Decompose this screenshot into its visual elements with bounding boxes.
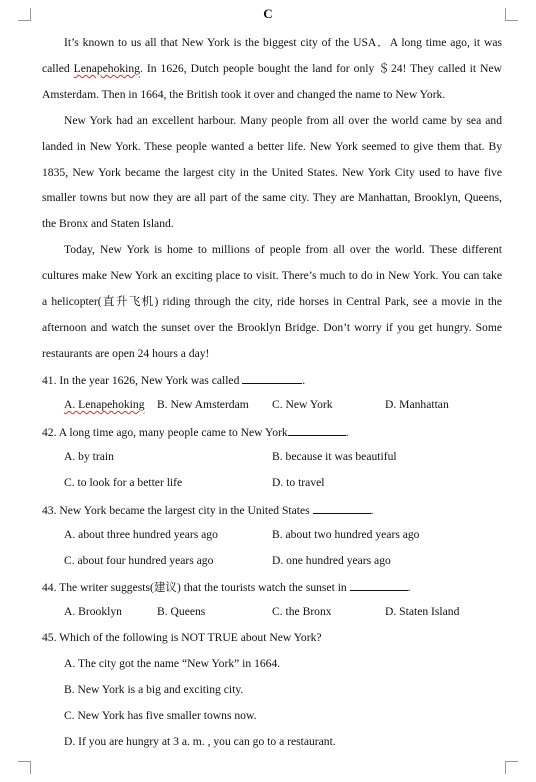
question-stem: 43. New York became the largest city in the United States <box>42 504 310 517</box>
question-end: . <box>345 426 349 439</box>
option-b[interactable]: B. Queens <box>157 605 206 618</box>
answer-blank <box>313 501 371 514</box>
option-d[interactable]: D. to travel <box>272 476 325 489</box>
option-a[interactable]: A. Brooklyn <box>64 605 122 618</box>
question-stem: 41. In the year 1626, New York was called <box>42 374 240 387</box>
question-stem: 44. The writer suggests(建议) that the tourists watch the sunset in <box>42 581 347 594</box>
question-stem: 45. Which of the following is NOT TRUE about New York? <box>42 631 322 644</box>
option-c[interactable]: C. New York <box>272 398 333 411</box>
question-end: . <box>370 504 374 517</box>
paragraph-text: It’s known to us all that New York is the biggest city of the USA．A long time ago, it was called <box>42 36 502 75</box>
section-title: C <box>263 6 273 21</box>
answer-blank <box>350 578 408 591</box>
option-c[interactable]: C. New York has five smaller towns now. <box>64 709 257 722</box>
paragraph-text: . In 1626, Dutch people bought the land for only ＄24! They called it New Amsterdam. Then in 1664, the British took it over and changed the name to New York. <box>42 61 502 101</box>
question-41 <box>42 371 512 389</box>
option-a[interactable] <box>64 397 145 413</box>
reading-passage <box>42 30 502 367</box>
question-stem: 42. A long time ago, many people came to New York <box>42 426 288 439</box>
option-c[interactable]: C. about four hundred years ago <box>64 554 214 567</box>
question-44 <box>42 578 512 596</box>
page-corner-mark <box>18 761 31 774</box>
option-d[interactable]: D. Manhattan <box>385 398 449 411</box>
question-43 <box>42 501 512 519</box>
question-end: . <box>407 581 411 594</box>
option-b[interactable]: B. about two hundred years ago <box>272 528 420 541</box>
option-b[interactable]: B. because it was beautiful <box>272 450 397 463</box>
question-end: . <box>302 374 306 387</box>
passage-paragraph-3: Today, New York is home to millions of people from all over the world. These different cultures make New York an exciting place to visit. There’s much to do in New York. You can take a helicopter(直升飞机) riding through the city, ride horses in Central Park, see a movie in the afternoon and watch the sunset over the Brooklyn Bridge. Don’t worry if you get hungry. Some restaurants are open 24 hours a day! <box>42 243 502 360</box>
option-a[interactable]: A. The city got the name “New York” in 1664. <box>64 657 281 670</box>
option-text: A. Lenapehoking <box>64 398 145 411</box>
question-45 <box>42 630 512 646</box>
question-42 <box>42 423 512 441</box>
option-a[interactable]: A. by train <box>64 450 114 463</box>
answer-blank <box>242 371 302 384</box>
option-b[interactable]: B. New Amsterdam <box>157 398 249 411</box>
option-c[interactable]: C. to look for a better life <box>64 476 183 489</box>
option-d[interactable]: D. one hundred years ago <box>272 554 391 567</box>
passage-paragraph-1 <box>42 30 502 108</box>
page-corner-mark <box>505 761 518 774</box>
option-d[interactable]: D. If you are hungry at 3 a. m. , you can go to a restaurant. <box>64 735 336 748</box>
option-b[interactable]: B. New York is a big and exciting city. <box>64 683 244 696</box>
passage-paragraph-2: New York had an excellent harbour. Many people from all over the world came by sea and landed in New York. These people wanted a better life. New York seemed to give them that. By 1835, New York became the largest city in the United States. New York City used to have five smaller towns but now they are all part of the same city. They are Manhattan, Brooklyn, Queens, the Bronx and Staten Island. <box>42 113 502 231</box>
answer-blank <box>288 423 346 436</box>
option-c[interactable]: C. the Bronx <box>272 605 332 618</box>
option-a[interactable]: A. about three hundred years ago <box>64 528 218 541</box>
option-d[interactable]: D. Staten Island <box>385 605 460 618</box>
spellcheck-word: Lenapehoking <box>73 61 140 75</box>
